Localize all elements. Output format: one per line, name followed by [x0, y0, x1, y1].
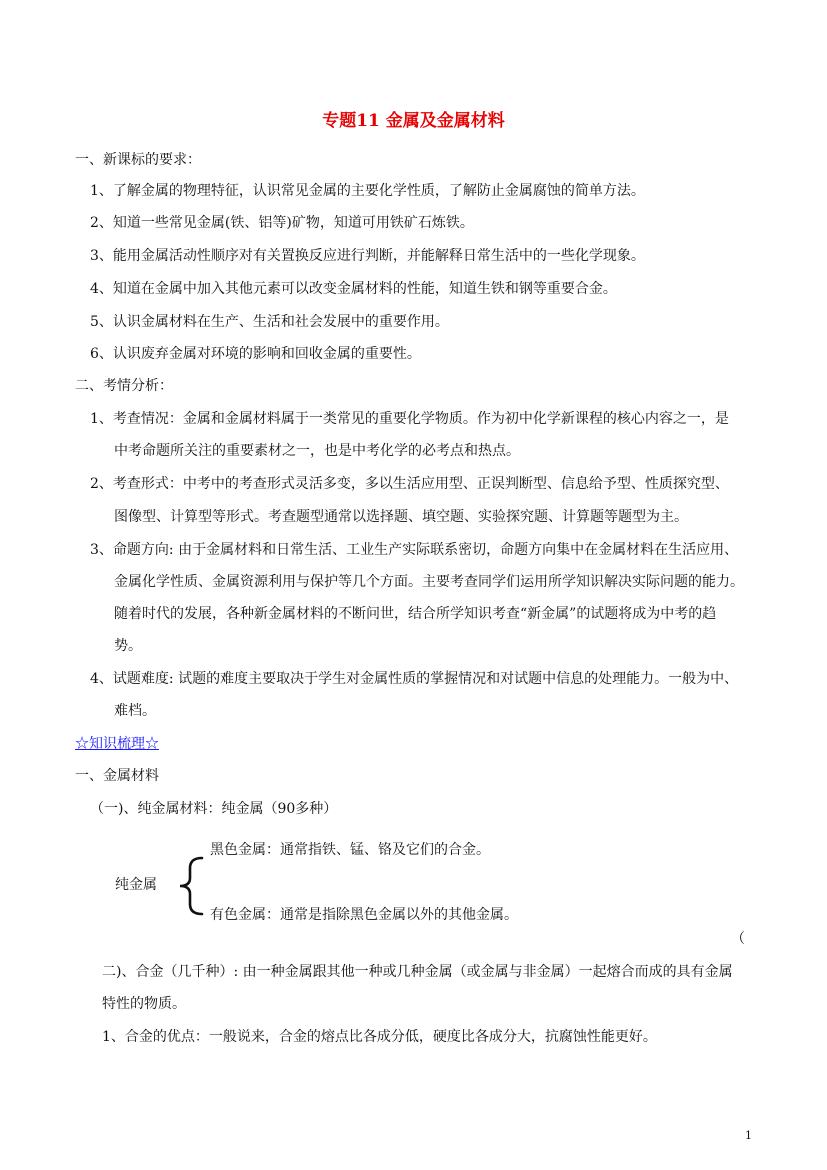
requirement-item: 1、了解金属的物理特征，认识常见金属的主要化学性质，了解防止金属腐蚀的简单方法。	[90, 183, 645, 199]
requirement-item: 3、能用金属活动性顺序对有关置换反应进行判断，并能解释日常生活中的一些化学现象。	[90, 248, 645, 264]
analysis-item-line: 金属化学性质、金属资源利用与保护等几个方面。主要考查同学们运用所学知识解决实际问题的能力。	[114, 574, 744, 590]
requirement-item: 6、认识废弃金属对环境的影响和回收金属的重要性。	[90, 346, 421, 362]
requirement-item: 4、知道在金属中加入其他元素可以改变金属材料的性能，知道生铁和钢等重要合金。	[90, 281, 617, 297]
subsection-alloys-cont: 特性的物质。	[102, 996, 186, 1012]
analysis-item-line: 中考命题所关注的重要素材之一，也是中考化学的必考点和热点。	[114, 443, 520, 459]
analysis-item-line: 4、试题难度: 试题的难度主要取决于学生对金属性质的掌握情况和对试题中信息的处理能力。一般为中、	[90, 671, 739, 687]
section-heading-metal-materials: 一、金属材料	[75, 768, 159, 784]
analysis-item-line: 1、考查情况：金属和金属材料属于一类常见的重要化学物质。作为初中化学新课程的核心内容之一，是	[90, 411, 729, 427]
subsection-alloys: 二)、合金（几千种）: 由一种金属跟其他一种或几种金属（或金属与非金属）一起熔合而成的具有金属	[102, 964, 733, 980]
page-number: 1	[745, 1129, 752, 1142]
curly-brace-icon	[172, 856, 206, 916]
section-heading-requirements: 一、新课标的要求：	[75, 152, 201, 168]
analysis-item-line: 2、考查形式：中考中的考查形式灵活多变，多以生活应用型、正误判断型、信息给予型、性质探究型、	[90, 476, 729, 492]
analysis-item-line: 势。	[114, 638, 142, 654]
nonferrous-metals-text: 有色金属：通常是指除黑色金属以外的其他金属。	[210, 907, 518, 923]
subsection-pure-metals: （一)、纯金属材料：纯金属（90多种）	[90, 801, 338, 817]
section-heading-analysis: 二、考情分析：	[75, 378, 173, 394]
knowledge-summary-link[interactable]: ☆知识梳理☆	[75, 736, 159, 752]
ferrous-metals-text: 黑色金属：通常指铁、锰、铬及它们的合金。	[210, 842, 490, 858]
document-title: 专题11 金属及金属材料	[322, 111, 505, 131]
analysis-item-line: 图像型、计算型等形式。考查题型通常以选择题、填空题、实验探究题、计算题等题型为主。	[114, 509, 688, 525]
requirement-item: 5、认识金属材料在生产、生活和社会发展中的重要作用。	[90, 314, 449, 330]
requirement-item: 2、知道一些常见金属(铁、铝等)矿物，知道可用铁矿石炼铁。	[90, 215, 474, 231]
analysis-item-line: 3、命题方向: 由于金属材料和日常生活、工业生产实际联系密切，命题方向集中在金属材料在生活应用、	[90, 542, 739, 558]
analysis-item-line: 难档。	[114, 703, 156, 719]
stray-parenthesis: （	[731, 931, 745, 947]
alloy-advantage-item: 1、合金的优点：一般说来，合金的熔点比各成分低，硬度比各成分大，抗腐蚀性能更好。	[102, 1029, 657, 1045]
analysis-item-line: 随着时代的发展，各种新金属材料的不断问世，结合所学知识考查“新金属”的试题将成为中考的趋	[114, 606, 717, 622]
brace-label: 纯金属	[115, 877, 157, 893]
